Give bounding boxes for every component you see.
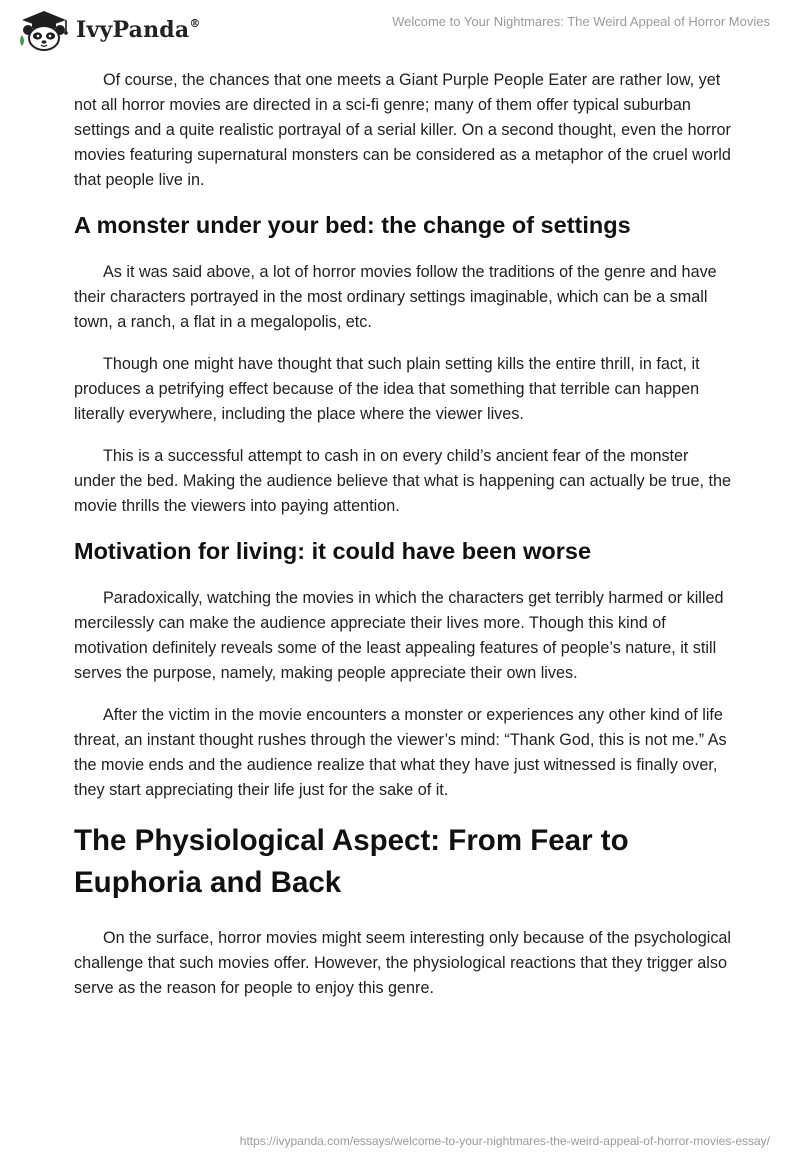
paragraph: After the victim in the movie encounters a monster or experiences any other kind of life threat, an instant thought rushes through the viewer’s mind: “Thank God, this is not me.” As the movie ends and the audience realize that what they have just witnessed is finally over, they start appreciating their life just for the sake of it. <box>74 706 727 799</box>
paragraph: Of course, the chances that one meets a Giant Purple People Eater are rather low, yet not all horror movies are directed in a sci-fi genre; many of them offer typical suburban settings and a quite realistic portrayal of a serial killer. On a second thought, even the horror movies featuring supernatural monsters can be considered as a metaphor of the cruel world that people live in. <box>74 71 731 189</box>
section-heading-motivation: Motivation for living: it could have been worse <box>74 538 592 564</box>
paragraph: Paradoxically, watching the movies in which the characters get terribly harmed or killed mercilessly can make the audience appreciate their lives more. Though this kind of motivation definitely reveals some of the least appealing features of people’s nature, it still serves the purpose, namely, making people appreciate their own lives. <box>74 589 724 682</box>
paragraph: As it was said above, a lot of horror movies follow the traditions of the genre and have their characters portrayed in the most ordinary settings imaginable, which can be a small town, a ranch, a flat in a megalopolis, etc. <box>74 263 717 331</box>
essay-content <box>74 68 734 1018</box>
document-title: Welcome to Your Nightmares: The Weird Appeal of Horror Movies <box>392 14 770 29</box>
paragraph: On the surface, horror movies might seem interesting only because of the psychological challenge that such movies offer. However, the physiological reactions that they trigger also serve as the reason for people to enjoy this genre. <box>74 929 732 997</box>
brand-logo[interactable] <box>16 8 201 52</box>
source-url[interactable]: https://ivypanda.com/essays/welcome-to-your-nightmares-the-weird-appeal-of-horror-movies-essay/ <box>239 1134 770 1148</box>
panda-graduate-icon <box>16 8 72 52</box>
paragraph: This is a successful attempt to cash in on every child’s ancient fear of the monster under the bed. Making the audience believe that what is happening can actually be true, the movie thrills the viewers into paying attention. <box>74 447 731 515</box>
paragraph: Though one might have thought that such plain setting kills the entire thrill, in fact, it produces a petrifying effect because of the idea that something that terrible can happen literally everywhere, including the place where the viewer lives. <box>74 355 700 423</box>
page-header <box>0 0 800 60</box>
section-heading-monster: A monster under your bed: the change of settings <box>74 212 631 238</box>
section-heading-physiological: The Physiological Aspect: From Fear to Euphoria and Back <box>74 824 629 899</box>
brand-name: IvyPanda® <box>76 16 201 43</box>
